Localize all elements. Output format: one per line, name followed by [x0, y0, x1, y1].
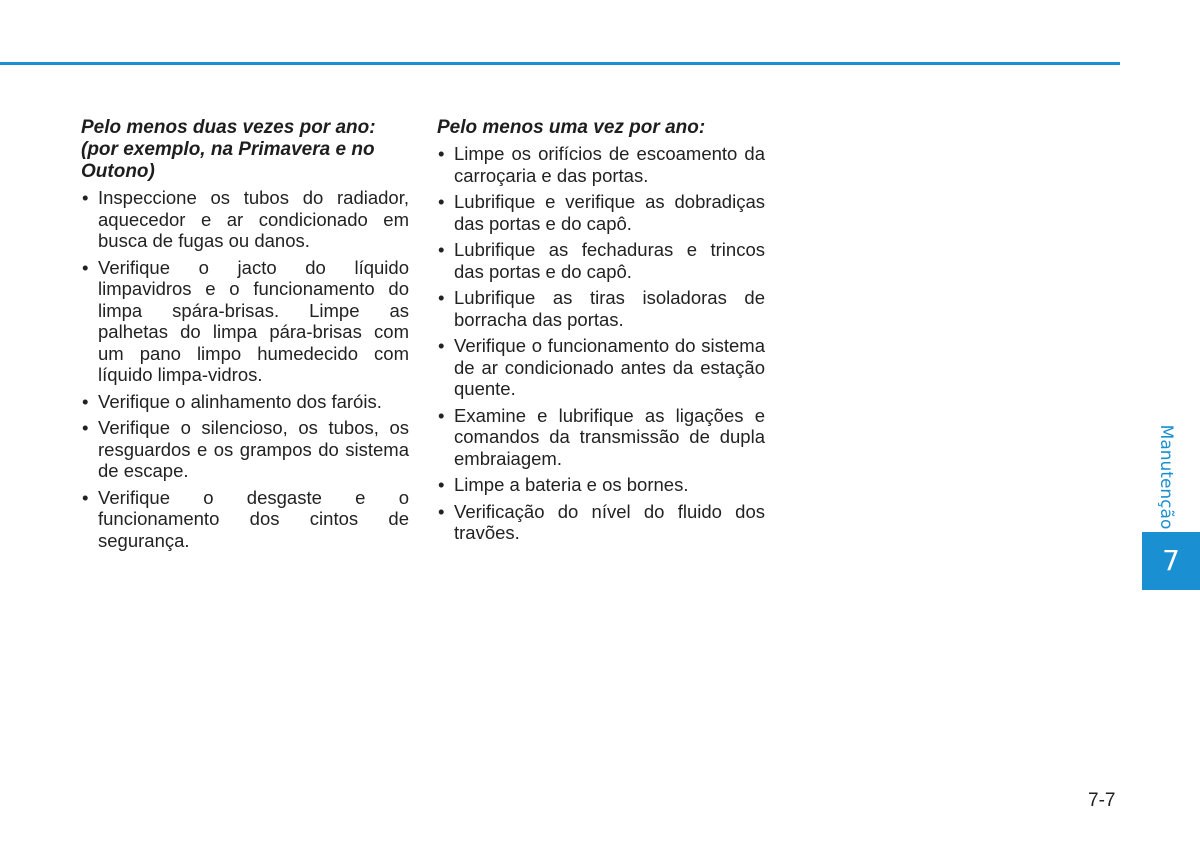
list-item-text: Verifique o alinhamento dos faróis. — [98, 390, 382, 412]
chapter-number-badge: 7 — [1142, 532, 1200, 590]
section-heading-twice-yearly: Pelo menos duas vezes por ano: (por exemplo, na Primavera e no Outono) — [81, 117, 376, 182]
bullet-icon: • — [438, 191, 445, 212]
twice-yearly-list — [81, 187, 409, 551]
list-item-text: Examine e lubrifique as ligações e comandos da transmissão de dupla embraiagem. — [454, 404, 765, 469]
header-rule — [0, 62, 1120, 65]
section-heading-yearly: Pelo menos uma vez por ano: — [437, 117, 706, 138]
chapter-tab-label: Manutenção — [1156, 424, 1176, 530]
list-item-text: Verifique o jacto do líquido limpavidros e o funcionamento do limpa spára-brisas. Limpe as palhetas do limpa pára-brisas com um pano limpo humedecido com líquido limpa-vidros. — [98, 256, 409, 385]
bullet-icon: • — [82, 417, 89, 438]
left-column — [81, 117, 409, 556]
bullet-icon: • — [438, 239, 445, 260]
list-item — [81, 391, 409, 413]
page-number: 7-7 — [1088, 790, 1116, 811]
bullet-icon: • — [438, 404, 445, 426]
list-item — [437, 501, 765, 544]
list-item-text: Verifique o desgaste e o funcionamento dos cintos de segurança. — [98, 486, 409, 551]
right-column — [437, 117, 765, 549]
bullet-icon: • — [82, 486, 89, 508]
list-item-text: Lubrifique as tiras isoladoras de borracha das portas. — [454, 287, 765, 330]
list-item-text: Lubrifique e verifique as dobradiças das portas e do capô. — [454, 191, 765, 234]
list-item — [437, 335, 765, 400]
list-item — [437, 287, 765, 330]
list-item — [81, 187, 409, 252]
bullet-icon: • — [438, 335, 445, 356]
list-item-text: Lubrifique as fechaduras e trincos das portas e do capô. — [454, 239, 765, 282]
list-item — [437, 474, 765, 496]
bullet-icon: • — [438, 287, 445, 308]
bullet-icon: • — [82, 187, 89, 208]
bullet-icon: • — [82, 256, 89, 278]
list-item — [81, 487, 409, 552]
bullet-icon: • — [438, 474, 445, 495]
bullet-icon: • — [438, 500, 445, 522]
list-item — [437, 143, 765, 186]
list-item-text: Limpe a bateria e os bornes. — [454, 474, 689, 495]
list-item — [437, 239, 765, 282]
list-item — [437, 405, 765, 470]
list-item-text: Limpe os orifícios de escoamento da carroçaria e das portas. — [454, 143, 765, 186]
bullet-icon: • — [82, 390, 89, 412]
list-item-text: Verificação do nível do fluido dos travões. — [454, 500, 765, 543]
bullet-icon: • — [438, 143, 445, 164]
list-item — [437, 191, 765, 234]
list-item — [81, 257, 409, 386]
yearly-list — [437, 143, 765, 544]
list-item-text: Verifique o funcionamento do sistema de ar condicionado antes da estação quente. — [454, 335, 765, 399]
list-item-text: Inspeccione os tubos do radiador, aquecedor e ar condicionado em busca de fugas ou danos. — [98, 187, 409, 251]
list-item — [81, 417, 409, 482]
list-item-text: Verifique o silencioso, os tubos, os resguardos e os grampos do sistema de escape. — [98, 417, 409, 481]
